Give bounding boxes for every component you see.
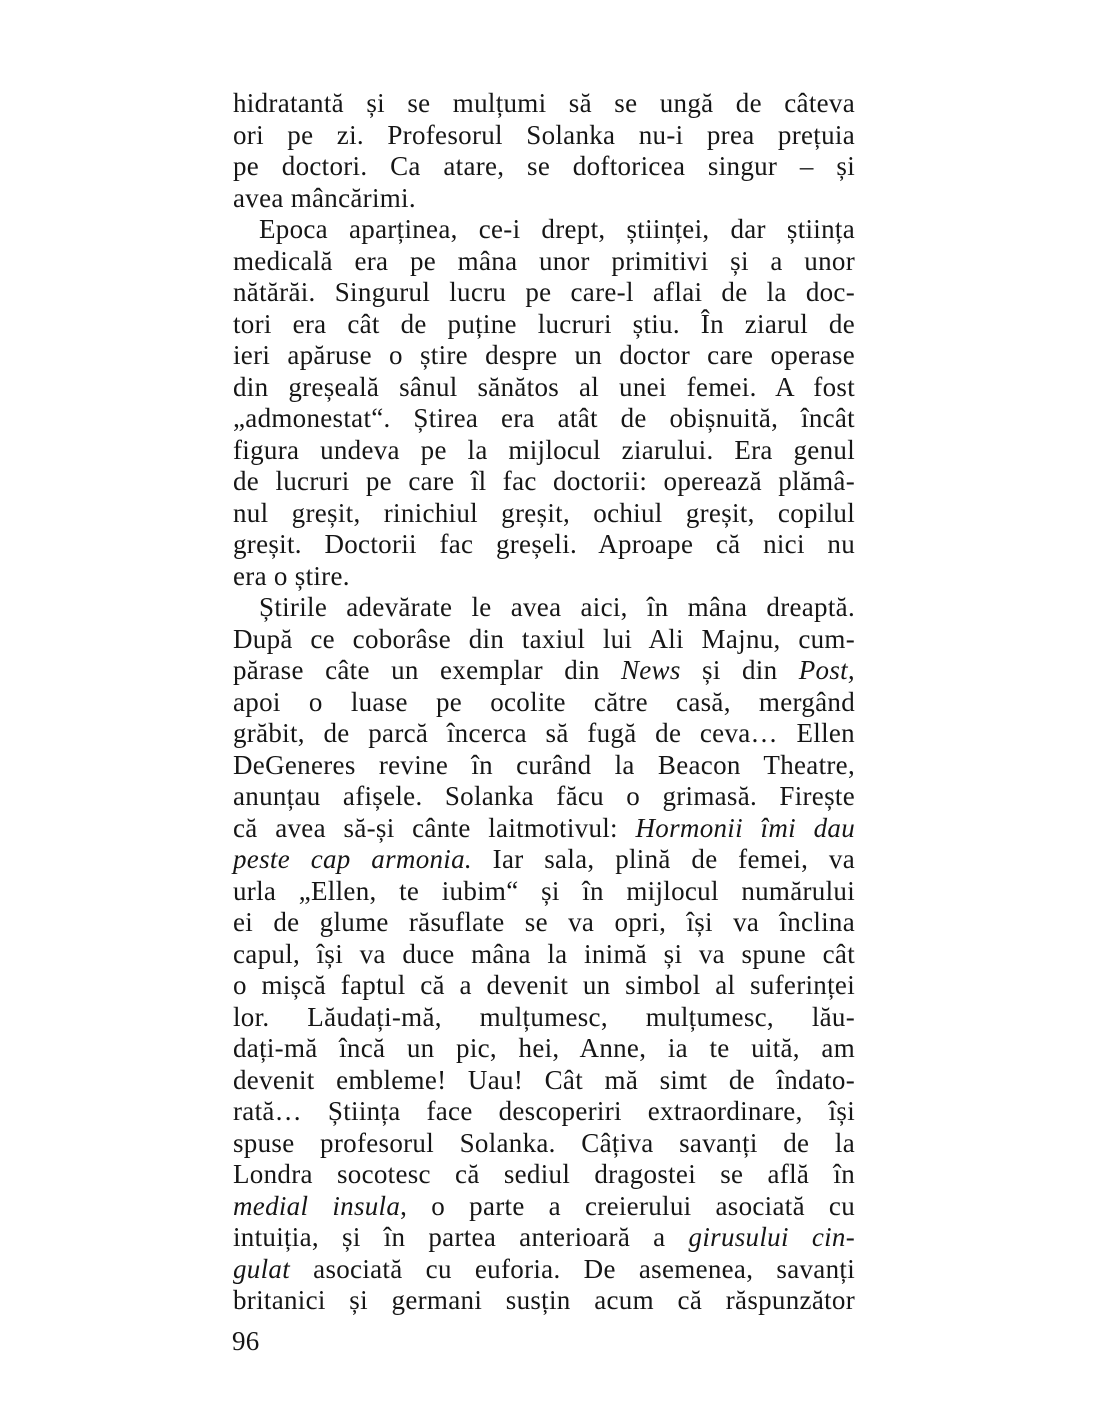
- body-text: de lucruri pe care îl fac doctorii: operează plămâ-: [233, 466, 855, 496]
- body-text: DeGeneres revine în curând la Beacon Theatre,: [233, 749, 855, 780]
- text-block: [233, 88, 855, 1317]
- text-line: [233, 718, 855, 750]
- body-text: După ce coborâse din taxiul lui Ali Majnu, cum-: [233, 623, 855, 654]
- page-number: 96: [232, 1326, 260, 1356]
- text-line: [233, 88, 855, 120]
- body-text: era o știre.: [233, 560, 350, 591]
- italic-text: peste cap armonia.: [233, 844, 472, 874]
- text-line: [233, 624, 855, 656]
- body-text: urla „Ellen, te iubim“ și în mijlocul numărului: [233, 875, 855, 906]
- text-line: [233, 939, 855, 971]
- text-line: [233, 1222, 855, 1254]
- text-line: [233, 1033, 855, 1065]
- body-text: devenit embleme! Uau! Cât mă simt de îndato-: [233, 1064, 855, 1095]
- body-text: Iar sala, plină de femei, va: [471, 844, 855, 874]
- body-text: medicală era pe mâna unor primitivi și a unor: [233, 245, 855, 276]
- text-line: [233, 309, 855, 341]
- text-line: [233, 687, 855, 719]
- body-text: , o parte a creierului asociată cu: [400, 1190, 856, 1221]
- text-line: [233, 750, 855, 782]
- body-text: spuse profesorul Solanka. Câțiva savanți de la: [233, 1127, 855, 1158]
- body-text: apoi o luase pe ocolite către casă, mergând: [233, 686, 855, 717]
- text-line: [233, 277, 855, 309]
- text-line: [233, 372, 855, 404]
- body-text: figura undeva pe la mijlocul ziarului. Era genul: [233, 434, 855, 465]
- body-text: că avea să-și cânte laitmotivul:: [233, 812, 636, 843]
- body-text: asociată cu euforia. De asemenea, savanți: [290, 1253, 855, 1284]
- body-text: pe doctori. Ca atare, se doftoricea singur – și: [233, 151, 855, 181]
- body-text: Epoca aparținea, ce-i drept, științei, dar știința: [259, 214, 855, 244]
- text-line: [233, 1191, 855, 1223]
- italic-text: Post,: [798, 655, 855, 685]
- body-text: și din: [680, 655, 799, 685]
- text-line: [233, 970, 855, 1002]
- text-line: [233, 907, 855, 939]
- text-line: [233, 498, 855, 530]
- text-line: [233, 781, 855, 813]
- body-text: greșit. Doctorii fac greșeli. Aproape că nici nu: [233, 529, 855, 559]
- text-line: [233, 529, 855, 561]
- text-line: [233, 655, 855, 687]
- body-text: nul greșit, rinichiul greșit, ochiul greșit, copilul: [233, 497, 855, 528]
- body-text: Londra socotesc că sediul dragostei se află în: [233, 1159, 855, 1189]
- italic-text: gulat: [233, 1253, 291, 1284]
- text-line: [233, 1002, 855, 1034]
- body-text: grăbit, de parcă încerca să fugă de ceva… Ellen: [233, 718, 855, 748]
- body-text: ori pe zi. Profesorul Solanka nu-i prea prețuia: [233, 119, 855, 150]
- text-line: [233, 1128, 855, 1160]
- text-line: [233, 403, 855, 435]
- text-line: [233, 1065, 855, 1097]
- body-text: nătărăi. Singurul lucru pe care-l aflai de la doc-: [233, 277, 855, 307]
- text-line: [233, 592, 855, 624]
- body-text: „admonestat“. Știrea era atât de obișnuită, încât: [233, 403, 855, 433]
- body-text: rată… Știința face descoperiri extraordinare, își: [233, 1096, 855, 1126]
- text-line: [233, 435, 855, 467]
- body-text: anunțau afișele. Solanka făcu o grimasă. Firește: [233, 781, 855, 811]
- text-line: [233, 844, 855, 876]
- body-text: părase câte un exemplar din: [233, 655, 621, 685]
- text-line: [233, 561, 855, 593]
- text-line: [233, 340, 855, 372]
- body-text: o mișcă faptul că a devenit un simbol al suferinței: [233, 970, 855, 1000]
- text-line: [233, 183, 855, 215]
- text-line: [233, 214, 855, 246]
- text-line: [233, 813, 855, 845]
- body-text: Știrile adevărate le avea aici, în mâna dreaptă.: [259, 592, 855, 622]
- text-line: [233, 151, 855, 183]
- italic-text: girusului cin-: [688, 1222, 855, 1252]
- text-line: [233, 466, 855, 498]
- italic-text: News: [620, 655, 681, 685]
- body-text: ieri apăruse o știre despre un doctor care operase: [233, 340, 855, 370]
- body-text: hidratantă și se mulțumi să se ungă de câteva: [233, 88, 855, 118]
- italic-text: medial insula: [233, 1190, 401, 1221]
- text-line: [233, 246, 855, 278]
- body-text: tori era cât de puține lucruri știu. În ziarul de: [233, 308, 855, 339]
- text-line: [233, 1285, 855, 1317]
- text-line: [233, 876, 855, 908]
- body-text: britanici și germani susțin acum că răspunzător: [233, 1285, 855, 1315]
- body-text: dați-mă încă un pic, hei, Anne, ia te uită, am: [233, 1033, 855, 1063]
- text-line: [233, 120, 855, 152]
- italic-text: Hormonii îmi dau: [635, 812, 856, 843]
- body-text: avea mâncărimi.: [233, 182, 416, 213]
- body-text: intuiția, și în partea anterioară a: [233, 1222, 689, 1252]
- text-line: [233, 1159, 855, 1191]
- body-text: capul, își va duce mâna la inimă și va spune cât: [233, 938, 855, 969]
- body-text: lor. Lăudați-mă, mulțumesc, mulțumesc, lău-: [233, 1001, 855, 1032]
- body-text: ei de glume răsuflate se va opri, își va înclina: [233, 907, 855, 937]
- text-line: [233, 1096, 855, 1128]
- text-line: [233, 1254, 855, 1286]
- body-text: din greșeală sânul sănătos al unei femei. A fost: [233, 371, 855, 402]
